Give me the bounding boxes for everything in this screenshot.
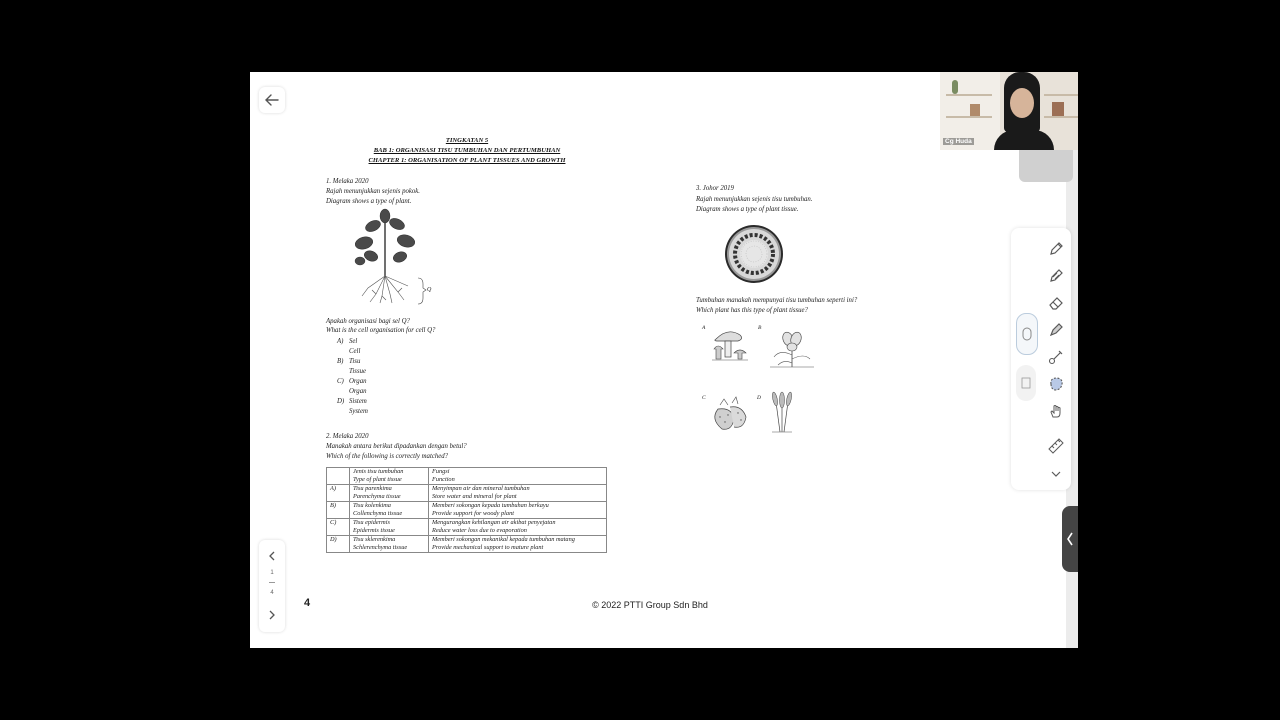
- q1-option-letter: C): [337, 378, 344, 385]
- back-button[interactable]: [259, 87, 285, 113]
- ruler-icon: [1047, 437, 1065, 455]
- pager: [259, 540, 285, 632]
- q1-question-ms: Apakah organisasi bagi sel Q?: [326, 318, 410, 325]
- q1-option-letter: B): [337, 358, 344, 365]
- table-cell: [327, 468, 350, 485]
- q1-option-en: Cell: [349, 348, 361, 355]
- stem-cross-section-diagram: [722, 223, 786, 285]
- q3-source: 3. Johor 2019: [696, 185, 734, 192]
- page-footer: © 2022 PTTI Group Sdn Bhd: [592, 600, 708, 610]
- table-cell-text: Tisu parenkima: [353, 485, 392, 492]
- page-number: 4: [304, 597, 311, 609]
- table-header-row: [327, 468, 607, 485]
- table-cell-text: Parenchyma tissue: [353, 493, 401, 500]
- chevron-left-icon: [1065, 531, 1075, 547]
- header-line-3: CHAPTER 1: ORGANISATION OF PLANT TISSUES AND GROWTH: [368, 157, 566, 164]
- q1-question-en: What is the cell organisation for cell Q?: [326, 327, 436, 334]
- label-q: Q: [427, 287, 432, 293]
- laser-pointer-tool-button[interactable]: [1045, 346, 1067, 368]
- header-line-2: BAB 1: ORGANISASI TISU TUMBUHAN DAN PERTUMBUHAN: [373, 147, 561, 154]
- table-cell: [350, 485, 429, 502]
- toolbar-collapse-button[interactable]: [1045, 463, 1067, 485]
- q3-label-c: C: [702, 395, 706, 401]
- table-cell: A): [327, 485, 350, 502]
- q1-stem-en: Diagram shows a type of plant.: [326, 198, 412, 205]
- table-cell: [350, 502, 429, 519]
- next-page-button[interactable]: [264, 607, 280, 623]
- table-cell-text: Schlerenchyma tissue: [353, 544, 408, 551]
- table-cell-text: Function: [432, 476, 455, 483]
- table-cell: [350, 468, 429, 485]
- table-cell-text: Fungsi: [432, 468, 450, 475]
- q2-match-table: [326, 467, 607, 553]
- hand-tool-button[interactable]: [1045, 400, 1067, 422]
- q1-option-ms: Sel: [349, 338, 358, 345]
- pager-divider: [269, 582, 275, 583]
- hand-icon: [1047, 402, 1065, 420]
- table-cell: [429, 485, 607, 502]
- q3-question-ms: Tumbuhan manakah mempunyai tisu tumbuhan seperti ini?: [696, 297, 858, 304]
- q3-label-d: D: [757, 395, 761, 401]
- books-icon: [970, 104, 980, 116]
- table-cell-text: Memberi sokongan kepada tumbuhan berkayu: [432, 502, 549, 509]
- arrow-left-icon: [259, 87, 285, 113]
- q1-option-en: System: [349, 408, 368, 415]
- q3-label-b: B: [758, 325, 762, 331]
- table-cell: [429, 468, 607, 485]
- video-participant-name: Cg Huda: [945, 138, 972, 145]
- ruler-tool-button[interactable]: [1045, 435, 1067, 457]
- video-control-button[interactable]: [1019, 150, 1073, 182]
- q1-option-letter: A): [337, 338, 344, 345]
- table-row: [327, 485, 607, 502]
- q2-source: 2. Melaka 2020: [326, 433, 369, 440]
- tool-slot-selected[interactable]: [1016, 313, 1038, 355]
- table-cell-text: Jenis tisu tumbuhan: [353, 468, 404, 475]
- q3-stem-ms: Rajah menunjukkan sejenis tisu tumbuhan.: [696, 196, 813, 203]
- table-cell: [429, 519, 607, 536]
- strawberry-diagram: [708, 395, 750, 433]
- table-cell: D): [327, 536, 350, 553]
- q3-label-a: A: [702, 325, 706, 331]
- q1-option-ms: Organ: [349, 378, 367, 385]
- table-row: [327, 536, 607, 553]
- side-panel-toggle[interactable]: [1062, 506, 1078, 572]
- highlighter-tool-button[interactable]: [1045, 319, 1067, 341]
- pen-tool-button[interactable]: [1045, 238, 1067, 260]
- header-line-1: TINGKATAN 5: [445, 137, 489, 144]
- lasso-icon: [1047, 375, 1065, 393]
- marker-icon: [1047, 267, 1065, 285]
- q1-option-ms: Tisu: [349, 358, 361, 365]
- q2-stem-ms: Manakah antara berikut dipadankan dengan betul?: [326, 443, 467, 450]
- tool-slot[interactable]: [1016, 365, 1036, 401]
- table-cell: B): [327, 502, 350, 519]
- pager-total: 4: [270, 590, 274, 596]
- q1-source: 1. Melaka 2020: [326, 178, 369, 185]
- table-cell: [429, 502, 607, 519]
- table-cell-text: Memberi sokongan mekanikal kepada tumbuhan matang: [432, 536, 575, 543]
- pen-icon: [1047, 240, 1065, 258]
- table-cell-text: Collenchyma tissue: [353, 510, 403, 517]
- video-shelf: [946, 116, 992, 118]
- q1-option-ms: Sistem: [349, 398, 367, 405]
- q1-stem-ms: Rajah menunjukkan sejenis pokok.: [326, 188, 420, 195]
- plant-icon: [952, 80, 958, 94]
- table-row: [327, 519, 607, 536]
- table-cell-text: Type of plant tissue: [353, 476, 402, 483]
- lasso-tool-button[interactable]: [1045, 373, 1067, 395]
- pager-current: 1: [270, 570, 274, 576]
- table-cell-text: Provide support for woody plant: [432, 510, 514, 517]
- q3-question-en: Which plant has this type of plant tissue?: [696, 307, 808, 314]
- q1-option-letter: D): [337, 398, 345, 405]
- table-cell-text: Tisu epidermis: [353, 519, 390, 526]
- q2-stem-en: Which of the following is correctly matched?: [326, 453, 449, 460]
- wheat-diagram: [764, 390, 800, 436]
- table-cell-text: Reduce water loss due to evaporation: [432, 527, 527, 534]
- rectangle-icon: [1021, 377, 1031, 389]
- table-cell-text: Provide mechanical support to mature plant: [432, 544, 544, 551]
- video-shelf: [1044, 116, 1078, 118]
- person-shoulders: [994, 130, 1054, 150]
- table-cell: [429, 536, 607, 553]
- q3-stem-en: Diagram shows a type of plant tissue.: [696, 206, 799, 213]
- table-cell-text: Tisu kolenkima: [353, 502, 391, 509]
- table-cell-text: Store water and mineral for plant: [432, 493, 517, 500]
- table-cell-text: Menyimpan air dan mineral tumbuhan: [432, 485, 530, 492]
- table-cell: [350, 536, 429, 553]
- table-cell: C): [327, 519, 350, 536]
- table-row: [327, 502, 607, 519]
- person-face: [1010, 88, 1034, 118]
- q1-option-en: Organ: [349, 388, 367, 395]
- eraser-icon: [1047, 294, 1065, 312]
- shape-icon: [1021, 327, 1033, 341]
- video-shelf: [946, 94, 992, 96]
- video-thumbnail[interactable]: [940, 72, 1078, 150]
- marker-tool-button[interactable]: [1045, 265, 1067, 287]
- flower-plant-diagram: [764, 325, 818, 371]
- table-cell-text: Tisu sklerenkima: [353, 536, 396, 543]
- table-cell: [350, 519, 429, 536]
- table-cell-text: Mengurangkan kehilangan air akibat penyejatan: [432, 519, 556, 526]
- books-icon: [1052, 102, 1064, 116]
- eraser-tool-button[interactable]: [1045, 292, 1067, 314]
- laser-pointer-icon: [1047, 348, 1065, 366]
- video-shelf: [1044, 94, 1078, 96]
- highlighter-icon: [1047, 321, 1065, 339]
- prev-page-button[interactable]: [264, 548, 280, 564]
- chevron-down-icon: [1047, 465, 1065, 483]
- table-cell-text: Epidermis tissue: [353, 527, 395, 534]
- q1-option-en: Tissue: [349, 368, 366, 375]
- mushroom-diagram: [708, 325, 750, 363]
